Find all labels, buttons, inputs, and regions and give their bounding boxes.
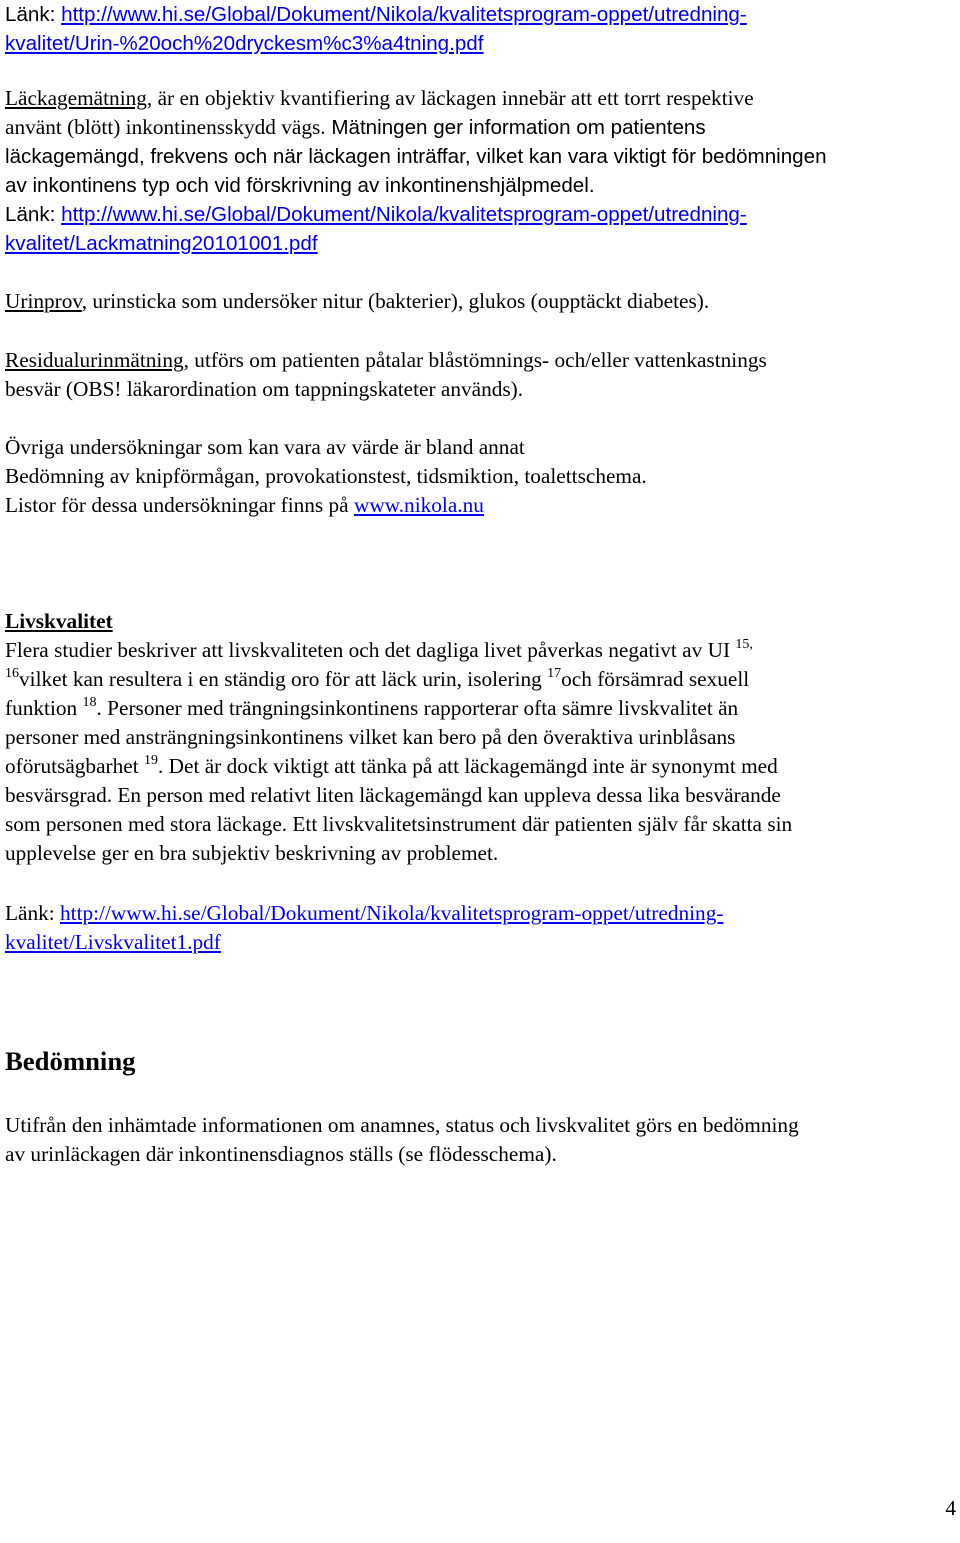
lackagematning-paragraph: [5, 84, 955, 258]
urinprov-paragraph: [5, 287, 709, 316]
livskvalitet-section: [5, 607, 955, 868]
lackmatning-pdf-link[interactable]: http://www.hi.se/Global/Dokument/Nikola/kvalitetsprogram-oppet/utredning- kvalitet/Lackmatning20101001.pdf: [5, 203, 747, 255]
bedomning-heading: Bedömning: [5, 1046, 136, 1076]
livskvalitet-pdf-link[interactable]: http://www.hi.se/Global/Dokument/Nikola/kvalitetsprogram-oppet/utredning- kvalitet/Livskvalitet1.pdf: [5, 901, 724, 954]
livskvalitet-text: upplevelse ger en bra subjektiv beskrivning av problemet.: [5, 841, 499, 865]
citation-18: 18: [82, 695, 97, 710]
lackagematning-term: Läckagemätning: [5, 86, 147, 110]
page-number: 4: [945, 1496, 956, 1520]
livskvalitet-text: Flera studier beskriver att livskvaliteten och det dagliga livet påverkas negativt av UI: [5, 638, 736, 662]
livskvalitet-text: . Personer med trängningsinkontinens rapporterar ofta sämre livskvalitet än: [96, 696, 739, 720]
link-paragraph-livskvalitet: [5, 899, 723, 957]
urinprov-text: , urinsticka som undersöker nitur (bakterier), glukos (oupptäckt diabetes).: [81, 289, 710, 313]
livskvalitet-text: som personen med stora läckage. Ett livskvalitetsinstrument där patienten själv får skatta sin: [5, 812, 793, 836]
residual-text: , utförs om patienten påtalar blåstömnings- och/eller vattenkastnings: [183, 348, 767, 372]
livskvalitet-text: besvärsgrad. En person med relativt liten läckagemängd kan uppleva dessa lika besvärande: [5, 783, 781, 807]
citation-15: 15,: [735, 637, 753, 652]
nikola-link[interactable]: www.nikola.nu: [353, 493, 484, 517]
ovriga-paragraph: [5, 433, 647, 520]
livskvalitet-text: vilket kan resultera i en ständig oro för att läck urin, isolering: [19, 667, 548, 691]
bedomning-text: Utifrån den inhämtade informationen om anamnes, status och livskvalitet görs en bedömning: [5, 1113, 799, 1137]
livskvalitet-text: oförutsägbarhet: [5, 754, 144, 778]
livskvalitet-text: och försämrad sexuell: [561, 667, 750, 691]
lackage-text: använt (blött) inkontinensskydd vägs.: [5, 115, 326, 139]
ovriga-text: Listor för dessa undersökningar finns på: [5, 493, 354, 517]
residual-paragraph: [5, 346, 767, 404]
link-prefix: Länk:: [5, 203, 62, 226]
bedomning-paragraph: [5, 1111, 955, 1169]
livskvalitet-text: . Det är dock viktigt att tänka på att läckagemängd inte är synonymt med: [157, 754, 778, 778]
livskvalitet-text: funktion: [5, 696, 83, 720]
urinprov-term: Urinprov: [5, 289, 82, 313]
lackage-text: av inkontinens typ och vid förskrivning av inkontinenshjälpmedel.: [5, 174, 595, 197]
bedomning-text: av urinläckagen där inkontinensdiagnos ställs (se flödesschema).: [5, 1142, 557, 1166]
lackage-text: Mätningen ger information om patientens: [325, 116, 706, 139]
ovriga-text: Övriga undersökningar som kan vara av värde är bland annat: [5, 435, 525, 459]
lackage-text: läckagemängd, frekvens och när läckagen inträffar, vilket kan vara viktigt för bedömningen: [5, 145, 827, 168]
link-paragraph-urin: [5, 0, 747, 58]
ovriga-text: Bedömning av knipförmågan, provokationstest, tidsmiktion, toalettschema.: [5, 464, 647, 488]
residual-text: besvär (OBS! läkarordination om tappningskateter används).: [5, 377, 524, 401]
livskvalitet-text: personer med ansträngningsinkontinens vilket kan bero på den överaktiva urinblåsans: [5, 725, 736, 749]
lackage-text: , är en objektiv kvantifiering av läckagen innebär att ett torrt respektive: [146, 86, 754, 110]
citation-19: 19: [143, 753, 158, 768]
citation-17: 17: [547, 666, 562, 681]
citation-16: 16: [5, 666, 19, 681]
link-prefix: Länk:: [5, 3, 62, 26]
urin-pdf-link[interactable]: http://www.hi.se/Global/Dokument/Nikola/kvalitetsprogram-oppet/utredning- kvalitet/Urin-%20och%20dryckesm%c3%a4tning.pdf: [5, 3, 747, 55]
residual-term: Residualurinmätning: [5, 348, 184, 372]
link-prefix: Länk:: [5, 901, 60, 925]
livskvalitet-heading: Livskvalitet: [5, 609, 113, 633]
